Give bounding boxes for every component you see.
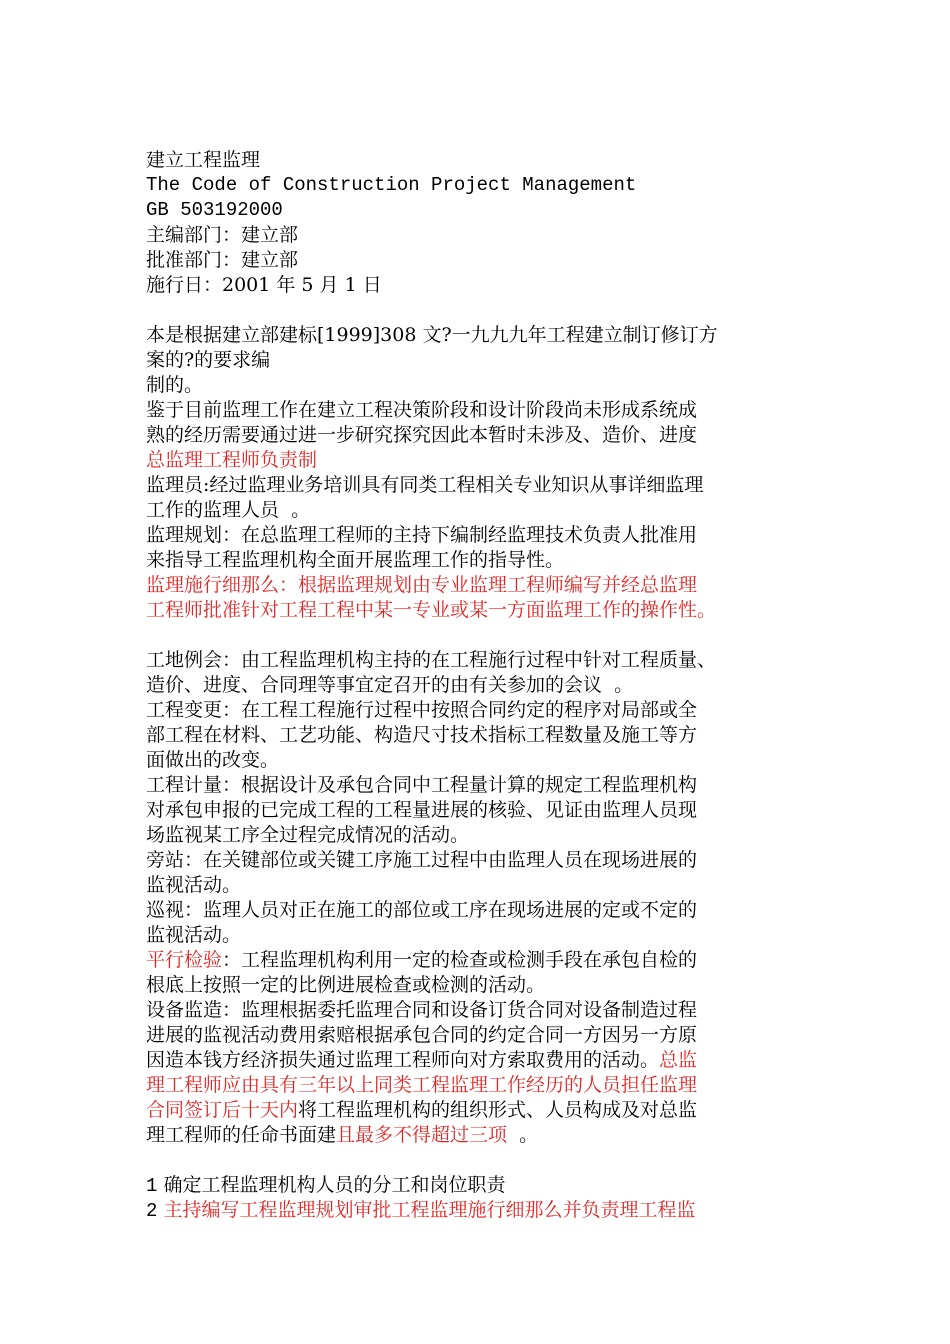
body-line: 进展的监视活动费用索赔根据承包合同的约定合同一方因另一方原 [146, 1024, 698, 1046]
title-cn: 建立工程监理 [146, 149, 261, 171]
highlight-term: 合同签订后十天内 [146, 1099, 299, 1121]
list-item-number: 1 [146, 1175, 158, 1197]
body-line: 面做出的改变。 [146, 749, 280, 771]
body-line: 来指导工程监理机构全面开展监理工作的指导性。 [146, 549, 565, 571]
body-text: 。 [507, 1124, 539, 1146]
highlight-term: 平行检验 [146, 949, 223, 971]
blank-line [146, 298, 836, 323]
highlight-line: 监理施行细那么：根据监理规划由专业监理工程师编写并经总监理 [146, 574, 698, 596]
body-line: 造价、进度、合同理等事宜定召开的由有关参加的会议 。 [146, 674, 634, 696]
body-line: 鉴于目前监理工作在建立工程决策阶段和设计阶段尚未形成系统成 [146, 399, 698, 421]
list-item [146, 1173, 836, 1198]
highlight-line: 工程师批准针对工程工程中某一专业或某一方面监理工作的操作性。 [146, 599, 717, 621]
body-text: 将工程监理机构的组织形式、人员构成及对总监 [298, 1099, 698, 1121]
body-line [146, 1098, 836, 1123]
body-line: 工作的监理人员 。 [146, 499, 311, 521]
approver-dept: 批准部门：建立部 [146, 249, 299, 271]
highlight-line: 理工程师应由具有三年以上同类工程监理工作经历的人员担任监理 [146, 1074, 698, 1096]
list-item-text: 确定工程监理机构人员的分工和岗位职责 [163, 1174, 506, 1196]
blank-line [146, 1148, 836, 1173]
body-line: 对承包申报的已完成工程的工程量进展的核验、见证由监理人员现 [146, 799, 698, 821]
body-line: 工地例会：由工程监理机构主持的在工程施行过程中针对工程质量、 [146, 649, 717, 671]
body-line [146, 1123, 836, 1148]
body-line: 本是根据建立部建标[1999]308 文?一九九九年工程建立制订修订方 [146, 324, 718, 346]
body-line: 熟的经历需要通过进一步研究探究因此本暂时未涉及、造价、进度 [146, 424, 698, 446]
body-line: 案的?的要求编 [146, 349, 271, 371]
effective-date: 施行日：2001 年 5 月 1 日 [146, 274, 382, 296]
body-line: 场监视某工序全过程完成情况的活动。 [146, 824, 470, 846]
list-item-text: 主持编写工程监理规划审批工程监理施行细那么并负责理工程监 [163, 1199, 696, 1221]
body-line: 设备监造：监理根据委托监理合同和设备订货合同对设备制造过程 [146, 999, 698, 1021]
body-line: 工程变更：在工程工程施行过程中按照合同约定的程序对局部或全 [146, 699, 698, 721]
body-line: 根底上按照一定的比例进展检查或检测的活动。 [146, 974, 546, 996]
body-line: 部工程在材料、工艺功能、构造尺寸技术指标工程数量及施工等方 [146, 724, 698, 746]
body-line [146, 948, 836, 973]
editor-dept: 主编部门：建立部 [146, 224, 299, 246]
document-page [146, 148, 836, 1223]
highlight-term: 总监 [659, 1049, 698, 1071]
body-line: 制的。 [146, 374, 204, 396]
standard-code: GB 503192000 [146, 199, 283, 221]
body-text: 因造本钱方经济损失通过监理工程师向对方索取费用的活动。 [146, 1049, 660, 1071]
highlight-line: 总监理工程师负责制 [146, 449, 318, 471]
list-item [146, 1198, 836, 1223]
blank-line [146, 623, 836, 648]
body-line: 监视活动。 [146, 924, 242, 946]
highlight-term: 且最多不得超过三项 [336, 1124, 508, 1146]
body-text: 理工程师的任命书面建 [146, 1124, 337, 1146]
body-line: 监视活动。 [146, 874, 242, 896]
title-en: The Code of Construction Project Management [146, 174, 637, 196]
list-item-number: 2 [146, 1200, 158, 1222]
body-line: 监理规划：在总监理工程师的主持下编制经监理技术负责人批准用 [146, 524, 698, 546]
body-line [146, 1048, 836, 1073]
body-line: 巡视：监理人员对正在施工的部位或工序在现场进展的定或不定的 [146, 899, 698, 921]
body-text: ：工程监理机构利用一定的检查或检测手段在承包自检的 [222, 949, 698, 971]
body-line: 工程计量：根据设计及承包合同中工程量计算的规定工程监理机构 [146, 774, 698, 796]
body-line: 旁站：在关键部位或关键工序施工过程中由监理人员在现场进展的 [146, 849, 698, 871]
body-line: 监理员:经过监理业务培训具有同类工程相关专业知识从事详细监理 [146, 474, 704, 496]
